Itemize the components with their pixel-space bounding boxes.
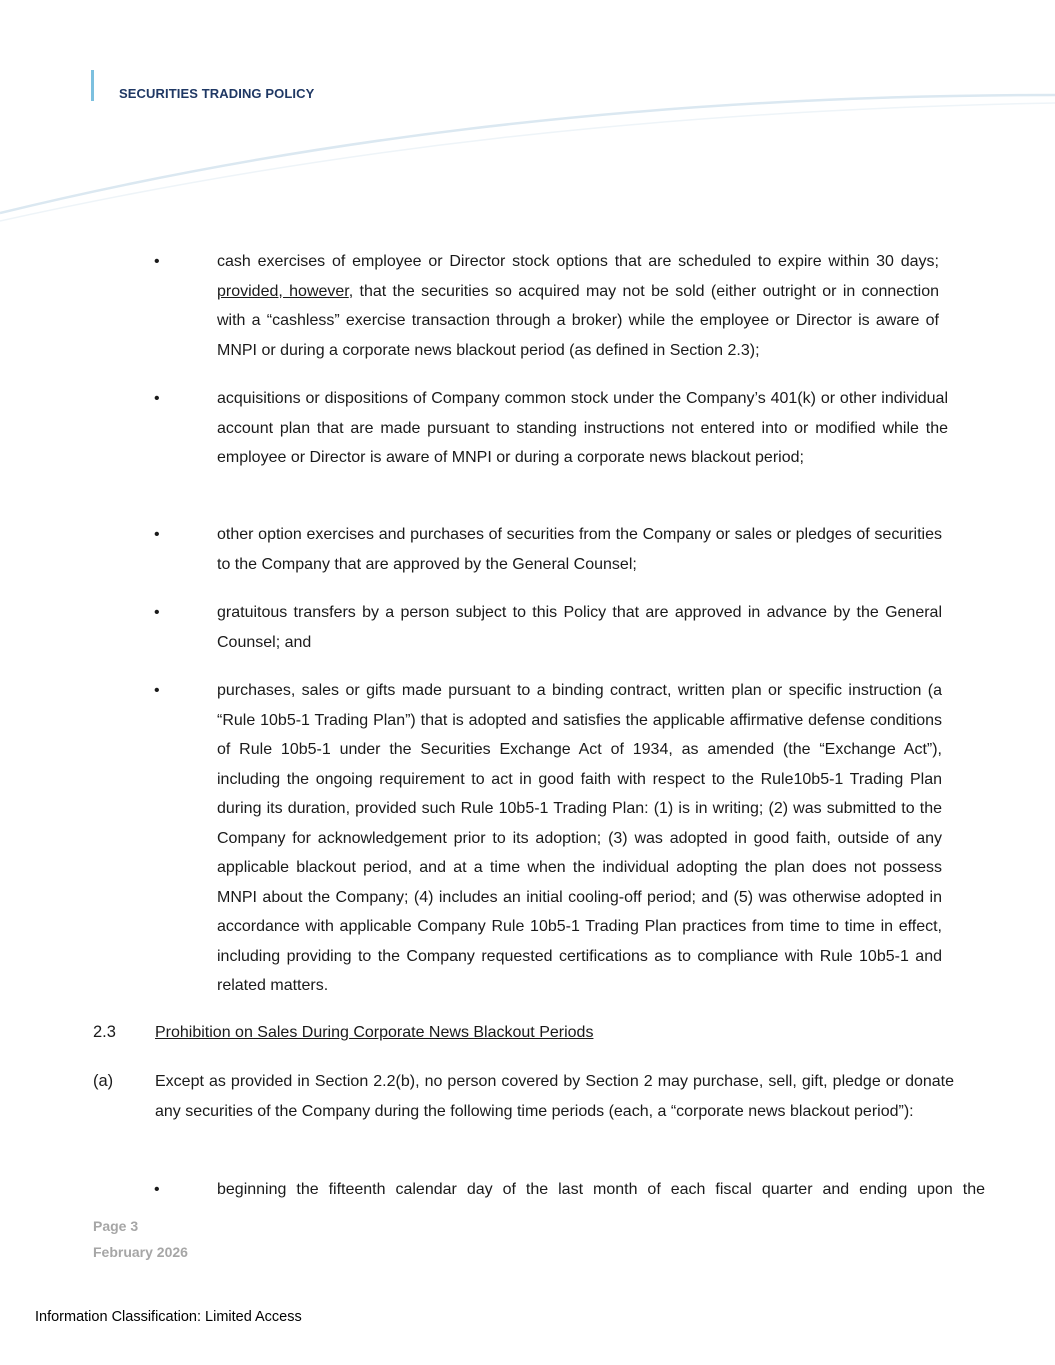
- bullet-marker: •: [154, 1181, 160, 1198]
- footer-page-number: Page 3: [93, 1218, 139, 1234]
- bullet-marker: •: [154, 390, 160, 407]
- classification-label: Information Classification: Limited Access: [35, 1309, 302, 1325]
- bullet-text: cash exercises of employee or Director stock options that are scheduled to expire within 30 days;: [217, 253, 939, 270]
- section-item-text: Except as provided in Section 2.2(b), no person covered by Section 2 may purchase, sell, gift, pledge or donate any securities of the Company during the following time periods (each, a “corporate news blackout period”):: [155, 1073, 954, 1120]
- bullet-item-option-exercises: other option exercises and purchases of securities from the Company or sales or pledges of securities to the Company that are approved by the General Counsel;: [217, 526, 942, 573]
- bullet-marker: •: [154, 526, 160, 543]
- bullet-item-10b5-1-plan: purchases, sales or gifts made pursuant to a binding contract, written plan or specific instruction (a “Rule 10b5-1 Trading Plan”) that is adopted and satisfies the applicable affirmative defense conditions of Rule 10b5-1 under the Securities Exchange Act of 1934, as amended (the “Exchange Act”), including the ongoing requirement to act in good faith with respect to the Rule10b5-1 Trading Plan during its duration, provided such Rule 10b5-1 Trading Plan: (1) is in writing; (2) was submitted to the Company for acknowledgement prior to its adoption; (3) was adopted in good faith, outside of any applicable blackout period, and at a time when the individual adopting the plan does not possess MNPI about the Company; (4) includes an initial cooling-off period; and (5) was otherwise adopted in accordance with applicable Company Rule 10b5-1 Trading Plan practices from time to time in effect, including providing to the Company requested certifications as to compliance with Rule 10b5-1 and related matters.: [217, 682, 942, 994]
- bullet-marker: •: [154, 253, 160, 270]
- bullet-item-401k: acquisitions or dispositions of Company common stock under the Company’s 401(k) or other individual account plan that are made pursuant to standing instructions not entered into or modified while the employee or Director is aware of MNPI or during a corporate news blackout period;: [217, 390, 948, 466]
- section-number: 2.3: [93, 1023, 116, 1041]
- bullet-text-continued: , that the securities so acquired may not be sold (either outright or in connection with a “cashless” exercise transaction through a broker) while the employee or Director is aware of MNPI or during a corporate news blackout period (as defined in Section 2.3);: [217, 282, 939, 359]
- header-accent-bar: [91, 70, 94, 101]
- document-header-title: SECURITIES TRADING POLICY: [119, 86, 315, 101]
- bullet-item-fifteenth-day: beginning the fifteenth calendar day of the last month of each fiscal quarter and ending upon the: [217, 1181, 985, 1198]
- item-label: (a): [93, 1072, 114, 1090]
- underlined-phrase: provided, however: [217, 282, 349, 300]
- footer-date: February 2026: [93, 1244, 188, 1260]
- bullet-item-gratuitous-transfers: gratuitous transfers by a person subject to this Policy that are approved in advance by the General Counsel; and: [217, 604, 942, 651]
- bullet-marker: •: [154, 604, 160, 621]
- bullet-item-cash-exercises: [217, 247, 939, 365]
- bullet-marker: •: [154, 682, 160, 699]
- section-title: Prohibition on Sales During Corporate News Blackout Periods: [155, 1024, 594, 1041]
- header-curve-decoration: [0, 0, 1055, 230]
